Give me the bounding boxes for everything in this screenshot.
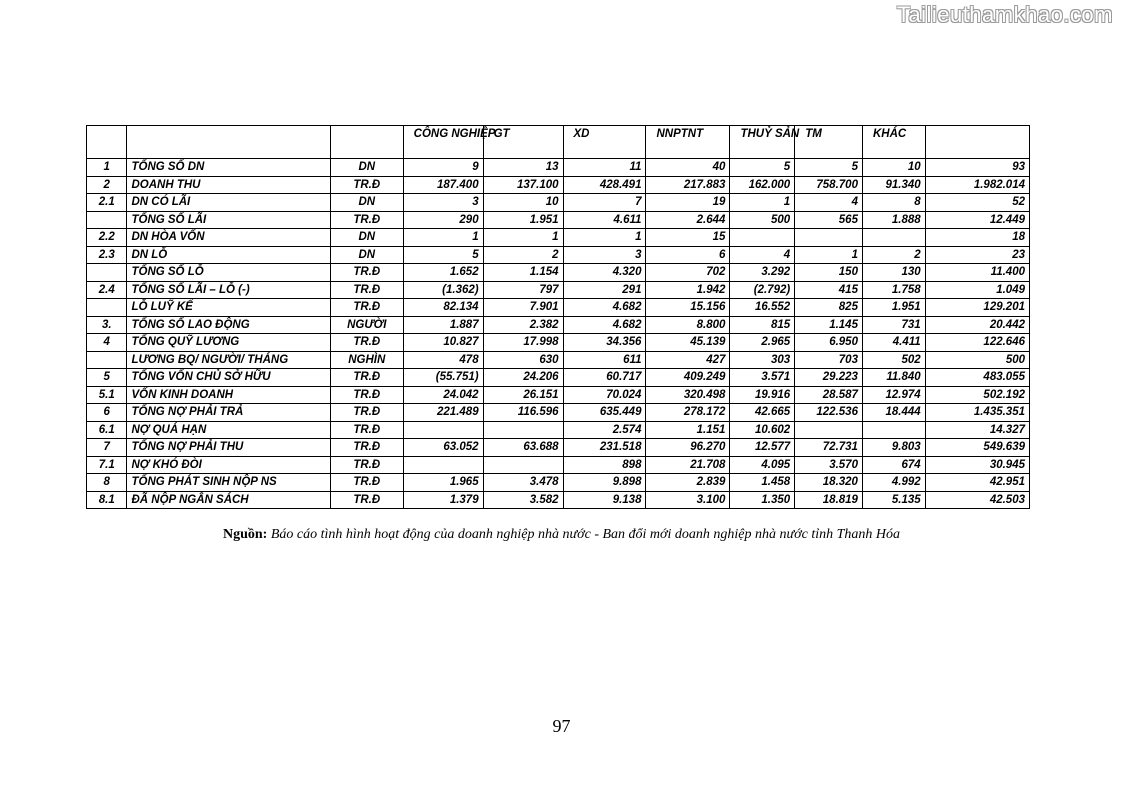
- value-cell: 20.442: [925, 316, 1029, 334]
- value-cell: 24.042: [403, 386, 483, 404]
- source-text: Báo cáo tình hình hoạt động của doanh nghiệp nhà nước - Ban đổi mới doanh nghiệp nhà nước tỉnh Thanh Hóa: [270, 527, 900, 542]
- value-cell: [862, 229, 925, 247]
- value-cell: 290: [403, 211, 483, 229]
- value-cell: 478: [403, 351, 483, 369]
- value-cell: 674: [862, 456, 925, 474]
- value-cell: 42.951: [925, 474, 1029, 492]
- value-cell: 502.192: [925, 386, 1029, 404]
- indicator-cell: TỔNG VỐN CHỦ SỞ HỮU: [127, 369, 330, 387]
- value-cell: 4: [730, 246, 795, 264]
- table-row: [87, 299, 1030, 317]
- indicator-cell: TỔNG PHÁT SINH NỘP NS: [127, 474, 330, 492]
- value-cell: 4.992: [862, 474, 925, 492]
- table-row: [87, 386, 1030, 404]
- value-cell: 70.024: [563, 386, 646, 404]
- value-cell: 2.644: [646, 211, 730, 229]
- value-cell: 427: [646, 351, 730, 369]
- page-number: 97: [552, 716, 571, 736]
- value-cell: 10.827: [403, 334, 483, 352]
- value-cell: 10: [483, 194, 563, 212]
- value-cell: 3.582: [483, 491, 563, 509]
- row-index-cell: [87, 299, 127, 317]
- value-cell: 5: [795, 159, 863, 177]
- value-cell: 4.320: [563, 264, 646, 282]
- value-cell: 2: [483, 246, 563, 264]
- value-cell: 21.708: [646, 456, 730, 474]
- value-cell: 93: [925, 159, 1029, 177]
- table-row: [87, 246, 1030, 264]
- value-cell: 15.156: [646, 299, 730, 317]
- indicator-cell: DN LỖ: [127, 246, 330, 264]
- value-cell: 18.444: [862, 404, 925, 422]
- value-cell: 12.449: [925, 211, 1029, 229]
- table-row: [87, 334, 1030, 352]
- value-cell: 409.249: [646, 369, 730, 387]
- value-cell: 1: [795, 246, 863, 264]
- value-cell: 5.135: [862, 491, 925, 509]
- unit-cell: TR.Đ: [330, 299, 403, 317]
- value-cell: 221.489: [403, 404, 483, 422]
- unit-cell: TR.Đ: [330, 474, 403, 492]
- value-cell: 1.458: [730, 474, 795, 492]
- unit-cell: NGHÌN: [330, 351, 403, 369]
- indicator-cell: NỢ KHÓ ĐÒI: [127, 456, 330, 474]
- unit-cell: TR.Đ: [330, 386, 403, 404]
- row-index-cell: [87, 264, 127, 282]
- table-body: [87, 159, 1030, 509]
- unit-cell: TR.Đ: [330, 211, 403, 229]
- value-cell: 611: [563, 351, 646, 369]
- value-cell: 702: [646, 264, 730, 282]
- value-cell: 9: [403, 159, 483, 177]
- value-cell: 731: [862, 316, 925, 334]
- value-cell: 19.916: [730, 386, 795, 404]
- value-cell: 116.596: [483, 404, 563, 422]
- value-cell: (55.751): [403, 369, 483, 387]
- indicator-cell: TỔNG SỐ LỖ: [127, 264, 330, 282]
- unit-cell: DN: [330, 194, 403, 212]
- value-cell: 1: [563, 229, 646, 247]
- unit-cell: TR.Đ: [330, 369, 403, 387]
- table-row: [87, 421, 1030, 439]
- row-index-cell: 6: [87, 404, 127, 422]
- value-cell: 5: [730, 159, 795, 177]
- value-cell: 17.998: [483, 334, 563, 352]
- row-index-cell: 7.1: [87, 456, 127, 474]
- value-cell: 63.688: [483, 439, 563, 457]
- value-cell: 16.552: [730, 299, 795, 317]
- value-cell: 825: [795, 299, 863, 317]
- row-index-cell: 6.1: [87, 421, 127, 439]
- value-cell: 1.982.014: [925, 176, 1029, 194]
- value-cell: 758.700: [795, 176, 863, 194]
- column-header: THUỶ SẢN: [730, 126, 795, 159]
- unit-cell: NGƯỜI: [330, 316, 403, 334]
- unit-cell: TR.Đ: [330, 334, 403, 352]
- value-cell: 3.570: [795, 456, 863, 474]
- row-index-cell: 8: [87, 474, 127, 492]
- value-cell: 122.536: [795, 404, 863, 422]
- value-cell: 63.052: [403, 439, 483, 457]
- column-header: TM: [795, 126, 863, 159]
- value-cell: 15: [646, 229, 730, 247]
- unit-cell: TR.Đ: [330, 456, 403, 474]
- value-cell: [483, 456, 563, 474]
- value-cell: 797: [483, 281, 563, 299]
- value-cell: 3: [563, 246, 646, 264]
- value-cell: 1.145: [795, 316, 863, 334]
- indicator-cell: ĐÃ NỘP NGÂN SÁCH: [127, 491, 330, 509]
- indicator-cell: TỔNG NỢ PHẢI THU: [127, 439, 330, 457]
- column-header: [330, 126, 403, 159]
- value-cell: 217.883: [646, 176, 730, 194]
- value-cell: 1.951: [483, 211, 563, 229]
- value-cell: 11: [563, 159, 646, 177]
- value-cell: [795, 421, 863, 439]
- value-cell: 3.571: [730, 369, 795, 387]
- unit-cell: TR.Đ: [330, 491, 403, 509]
- table-row: [87, 176, 1030, 194]
- value-cell: [403, 421, 483, 439]
- row-index-cell: 2: [87, 176, 127, 194]
- value-cell: 7.901: [483, 299, 563, 317]
- value-cell: 6: [646, 246, 730, 264]
- table-row: [87, 369, 1030, 387]
- value-cell: 10: [862, 159, 925, 177]
- indicator-cell: DOANH THU: [127, 176, 330, 194]
- value-cell: 137.100: [483, 176, 563, 194]
- value-cell: 11.840: [862, 369, 925, 387]
- value-cell: 5: [403, 246, 483, 264]
- indicator-cell: TỔNG SỐ LÃI – LỖ (-): [127, 281, 330, 299]
- indicator-cell: TỔNG NỢ PHẢI TRẢ: [127, 404, 330, 422]
- indicator-cell: VỐN KINH DOANH: [127, 386, 330, 404]
- table-row: [87, 351, 1030, 369]
- value-cell: 703: [795, 351, 863, 369]
- value-cell: 24.206: [483, 369, 563, 387]
- value-cell: 1: [403, 229, 483, 247]
- indicator-cell: TỔNG SỐ LÃI: [127, 211, 330, 229]
- indicator-cell: LỖ LUỸ KẾ: [127, 299, 330, 317]
- value-cell: (2.792): [730, 281, 795, 299]
- row-index-cell: 5.1: [87, 386, 127, 404]
- table-row: [87, 491, 1030, 509]
- value-cell: 415: [795, 281, 863, 299]
- value-cell: 10.602: [730, 421, 795, 439]
- table-row: [87, 194, 1030, 212]
- value-cell: 3.100: [646, 491, 730, 509]
- column-header: [127, 126, 330, 159]
- value-cell: 303: [730, 351, 795, 369]
- value-cell: 9.138: [563, 491, 646, 509]
- value-cell: 1.435.351: [925, 404, 1029, 422]
- value-cell: 630: [483, 351, 563, 369]
- value-cell: 898: [563, 456, 646, 474]
- value-cell: 42.665: [730, 404, 795, 422]
- value-cell: 150: [795, 264, 863, 282]
- value-cell: 96.270: [646, 439, 730, 457]
- value-cell: 815: [730, 316, 795, 334]
- value-cell: 72.731: [795, 439, 863, 457]
- unit-cell: TR.Đ: [330, 264, 403, 282]
- value-cell: 320.498: [646, 386, 730, 404]
- value-cell: 60.717: [563, 369, 646, 387]
- column-header: KHÁC: [862, 126, 925, 159]
- value-cell: 635.449: [563, 404, 646, 422]
- table-header-row: [87, 126, 1030, 159]
- value-cell: 187.400: [403, 176, 483, 194]
- unit-cell: TR.Đ: [330, 421, 403, 439]
- value-cell: [795, 229, 863, 247]
- value-cell: 1.887: [403, 316, 483, 334]
- value-cell: 1.758: [862, 281, 925, 299]
- row-index-cell: 4: [87, 334, 127, 352]
- row-index-cell: 2.3: [87, 246, 127, 264]
- row-index-cell: [87, 211, 127, 229]
- value-cell: 30.945: [925, 456, 1029, 474]
- value-cell: 12.974: [862, 386, 925, 404]
- source-note: [0, 527, 1123, 543]
- value-cell: 1.888: [862, 211, 925, 229]
- table-row: [87, 159, 1030, 177]
- value-cell: 19: [646, 194, 730, 212]
- value-cell: 26.151: [483, 386, 563, 404]
- value-cell: 500: [730, 211, 795, 229]
- watermark-text: Tailieuthamkhao.com: [896, 2, 1113, 27]
- value-cell: 1: [483, 229, 563, 247]
- value-cell: 3: [403, 194, 483, 212]
- column-header: [925, 126, 1029, 159]
- indicator-cell: DN HÒA VỐN: [127, 229, 330, 247]
- value-cell: 130: [862, 264, 925, 282]
- value-cell: [403, 456, 483, 474]
- value-cell: 4.611: [563, 211, 646, 229]
- value-cell: 12.577: [730, 439, 795, 457]
- value-cell: 52: [925, 194, 1029, 212]
- value-cell: 1.151: [646, 421, 730, 439]
- table-row: [87, 404, 1030, 422]
- unit-cell: TR.Đ: [330, 176, 403, 194]
- value-cell: 18: [925, 229, 1029, 247]
- table-row: [87, 439, 1030, 457]
- row-index-cell: 2.4: [87, 281, 127, 299]
- row-index-cell: [87, 351, 127, 369]
- value-cell: 549.639: [925, 439, 1029, 457]
- value-cell: [730, 229, 795, 247]
- value-cell: 14.327: [925, 421, 1029, 439]
- value-cell: 82.134: [403, 299, 483, 317]
- row-index-cell: 8.1: [87, 491, 127, 509]
- value-cell: 1.049: [925, 281, 1029, 299]
- value-cell: 9.898: [563, 474, 646, 492]
- value-cell: 1.652: [403, 264, 483, 282]
- value-cell: 4.095: [730, 456, 795, 474]
- value-cell: 1.350: [730, 491, 795, 509]
- value-cell: 162.000: [730, 176, 795, 194]
- column-header: CÔNG NGHIỆP: [403, 126, 483, 159]
- unit-cell: TR.Đ: [330, 281, 403, 299]
- table-row: [87, 211, 1030, 229]
- value-cell: 42.503: [925, 491, 1029, 509]
- row-index-cell: 3.: [87, 316, 127, 334]
- value-cell: 428.491: [563, 176, 646, 194]
- indicator-cell: NỢ QUÁ HẠN: [127, 421, 330, 439]
- value-cell: 231.518: [563, 439, 646, 457]
- value-cell: 18.320: [795, 474, 863, 492]
- value-cell: 91.340: [862, 176, 925, 194]
- value-cell: 8: [862, 194, 925, 212]
- value-cell: 2.574: [563, 421, 646, 439]
- value-cell: 7: [563, 194, 646, 212]
- unit-cell: TR.Đ: [330, 404, 403, 422]
- value-cell: 4.682: [563, 299, 646, 317]
- value-cell: 11.400: [925, 264, 1029, 282]
- value-cell: 28.587: [795, 386, 863, 404]
- value-cell: 34.356: [563, 334, 646, 352]
- value-cell: 3.478: [483, 474, 563, 492]
- table-row: [87, 456, 1030, 474]
- indicator-cell: DN CÓ LÃI: [127, 194, 330, 212]
- value-cell: 565: [795, 211, 863, 229]
- value-cell: 6.950: [795, 334, 863, 352]
- indicator-cell: TỔNG SỐ DN: [127, 159, 330, 177]
- table-row: [87, 474, 1030, 492]
- column-header: NNPTNT: [646, 126, 730, 159]
- unit-cell: TR.Đ: [330, 439, 403, 457]
- row-index-cell: 1: [87, 159, 127, 177]
- table-row: [87, 264, 1030, 282]
- value-cell: 1.154: [483, 264, 563, 282]
- table-row: [87, 281, 1030, 299]
- value-cell: 1.379: [403, 491, 483, 509]
- value-cell: 129.201: [925, 299, 1029, 317]
- value-cell: 45.139: [646, 334, 730, 352]
- value-cell: 2.965: [730, 334, 795, 352]
- value-cell: 2.382: [483, 316, 563, 334]
- value-cell: 8.800: [646, 316, 730, 334]
- table-row: [87, 316, 1030, 334]
- value-cell: 29.223: [795, 369, 863, 387]
- value-cell: 483.055: [925, 369, 1029, 387]
- value-cell: 4: [795, 194, 863, 212]
- value-cell: 23: [925, 246, 1029, 264]
- column-header: [87, 126, 127, 159]
- value-cell: 9.803: [862, 439, 925, 457]
- value-cell: 1.951: [862, 299, 925, 317]
- value-cell: 4.411: [862, 334, 925, 352]
- value-cell: [862, 421, 925, 439]
- row-index-cell: 2.2: [87, 229, 127, 247]
- unit-cell: DN: [330, 246, 403, 264]
- value-cell: (1.362): [403, 281, 483, 299]
- row-index-cell: 5: [87, 369, 127, 387]
- value-cell: 1: [730, 194, 795, 212]
- value-cell: 122.646: [925, 334, 1029, 352]
- row-index-cell: 2.1: [87, 194, 127, 212]
- value-cell: 502: [862, 351, 925, 369]
- value-cell: [483, 421, 563, 439]
- value-cell: 291: [563, 281, 646, 299]
- row-index-cell: 7: [87, 439, 127, 457]
- column-header: GT: [483, 126, 563, 159]
- value-cell: 1.942: [646, 281, 730, 299]
- indicator-cell: TỔNG QUỸ LƯƠNG: [127, 334, 330, 352]
- value-cell: 2.839: [646, 474, 730, 492]
- unit-cell: DN: [330, 159, 403, 177]
- value-cell: 278.172: [646, 404, 730, 422]
- value-cell: 18.819: [795, 491, 863, 509]
- value-cell: 13: [483, 159, 563, 177]
- statistics-table: [86, 125, 1030, 509]
- unit-cell: DN: [330, 229, 403, 247]
- value-cell: 40: [646, 159, 730, 177]
- column-header: XD: [563, 126, 646, 159]
- indicator-cell: LƯƠNG BQ/ NGƯỜI/ THÁNG: [127, 351, 330, 369]
- value-cell: 4.682: [563, 316, 646, 334]
- value-cell: 1.965: [403, 474, 483, 492]
- source-label: Nguồn:: [223, 527, 268, 542]
- table-row: [87, 229, 1030, 247]
- value-cell: 500: [925, 351, 1029, 369]
- value-cell: 2: [862, 246, 925, 264]
- value-cell: 3.292: [730, 264, 795, 282]
- indicator-cell: TỔNG SỐ LAO ĐỘNG: [127, 316, 330, 334]
